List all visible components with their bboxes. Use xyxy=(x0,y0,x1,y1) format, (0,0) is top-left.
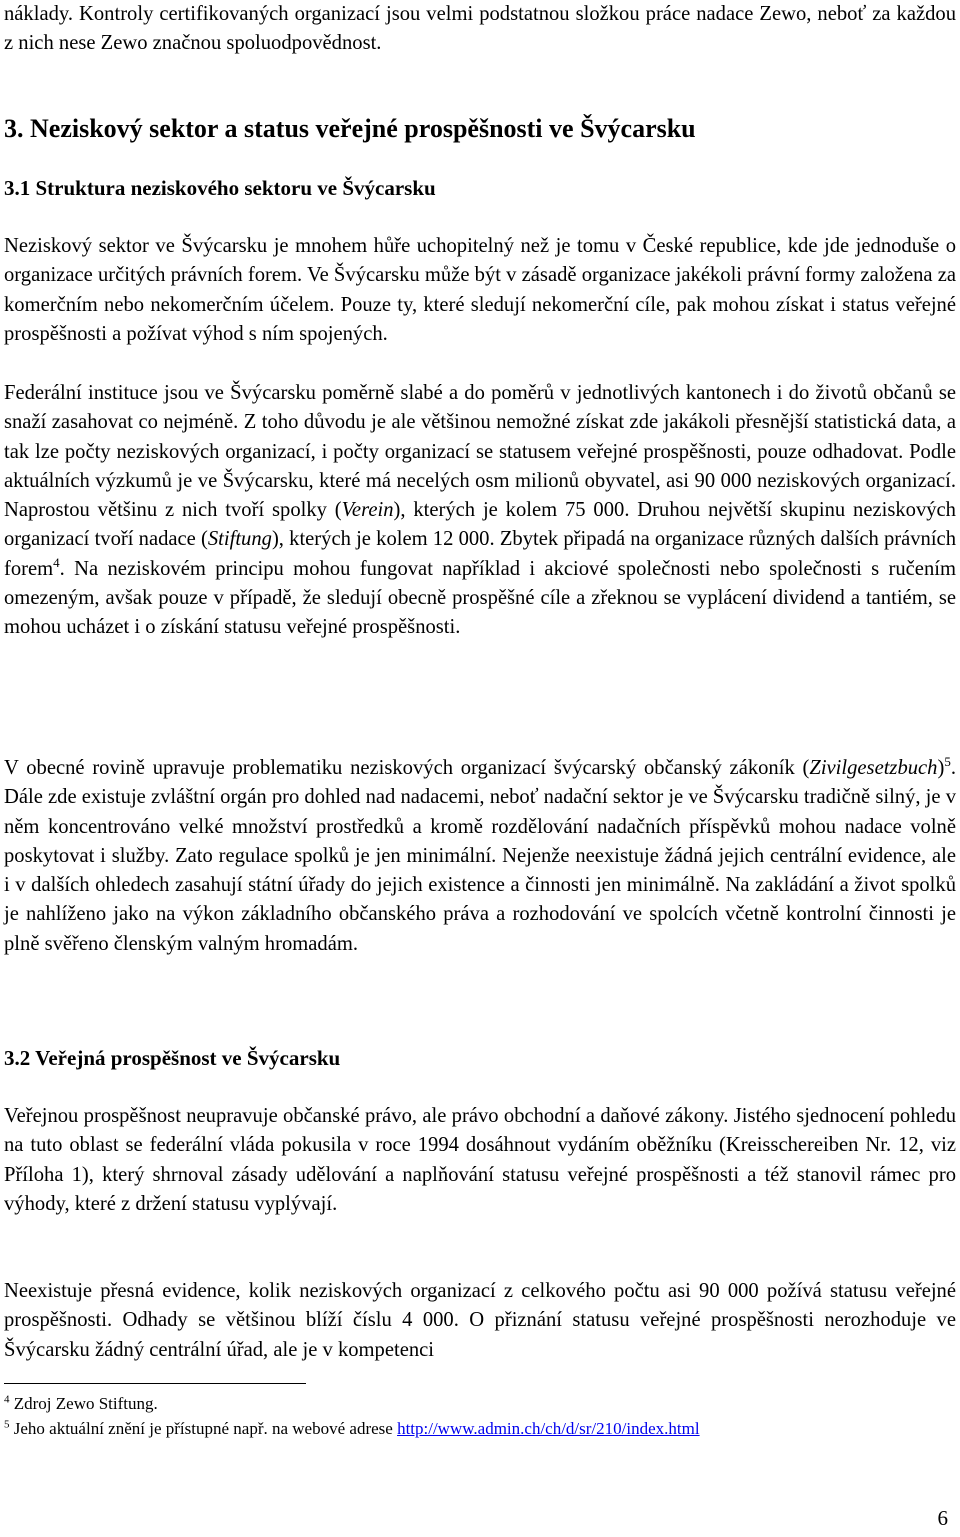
intro-paragraph: náklady. Kontroly certifikovaných organizací jsou velmi podstatnou složkou práce nadace Zewo, neboť za každou z nich nese Zewo značnou spoluodpovědnost. xyxy=(4,3,956,55)
section-3-2-paragraph-2: Neexistuje přesná evidence, kolik neziskových organizací z celkového počtu asi 90 000 požívá statusu veřejné prospěšnosti. Odhady se většinou blíží číslu 4 000. O přiznání statusu veřejné prospěšnosti nerozhoduje ve Švýcarsku žádný centrální úřad, ale je v kompetenci xyxy=(4,1280,956,1361)
section-3-1-paragraph-3: V obecné rovině upravuje problematiku neziskových organizací švýcarský občanský zákoník (Zivilgesetzbuch)$^5$. Dále zde existuje zvláštní orgán pro dohled nad nadacemi, neboť nadační sektor je ve Švýcarsku tradičně silný, je v něm koncentrováno velké množství prostředků a kromě rozdělování nadačních příspěvků mohou nadace volně poskytovat i služby. Zato regulace spolků je jen minimální. Nejenže neexistuje žádná jejich centrální evidence, ale i v dalších ohledech zasahují státní úřady do jejich existence a činnosti jen minimálně. Na zakládání a život spolků je nahlíženo jako na výkon základního občanského práva a rozhodování ve spolcích včetně kontrolní činnosti je plně svěřeno členským valným hromadám. xyxy=(4,754,956,955)
footnote-5-link[interactable]: http://www.admin.ch/ch/d/sr/210/index.html xyxy=(397,1419,700,1438)
footnote-divider xyxy=(4,1383,306,1384)
zivilgesetzbuch-term: Zivilgesetzbuch xyxy=(809,757,938,779)
section-3-1-paragraph-2: Federální instituce jsou ve Švýcarsku poměrně slabé a do poměrů v jednotlivých kantonech i do životů občanů se snaží zasahovat co nejméně. Z toho důvodu je ale většinou nemožné získat zde jakákoli přesnější statistická data, a tak lze počty neziskových organizací, i počty organizací se statusem veřejné prospěšnosti, pouze odhadovat. Podle aktuálních výzkumů je ve Švýcarsku, které má necelých osm milionů obyvatel, asi 90 000 neziskových organizací. Naprostou většinu z nich tvoří spolky (Verein), kterých je kolem 75 000. Druhou největší skupinu neziskových organizací tvoří nadace (Stiftung), kterých je kolem 12 000. Zbytek připadá na organizace různých dalších právních forem$^4$. Na neziskovém principu mohou fungovat například i akciové společnosti nebo společnosti s ručením omezeným, avšak pouze v případě, že sledují obecně prospěšné cíle a zřeknou se vyplácení dividend a tantiém, se mohou ucházet i o získání statusu veřejné prospěšnosti. xyxy=(4,382,956,639)
page-number: 6 xyxy=(937,1506,948,1530)
stiftung-term: Stiftung xyxy=(207,528,272,551)
footnote-ref-4: 4 xyxy=(53,554,60,570)
section-3-1-heading: 3.1 Struktura neziskového sektoru ve Švýcarsku xyxy=(4,176,436,200)
footnote-5: $^5$ Jeho aktuální znění je přístupné např. na webové adrese http://www.admin.ch/ch/d/sr/210/index.html xyxy=(4,1418,700,1438)
verein-term: Verein xyxy=(341,499,394,522)
section-3-1-paragraph-1: Neziskový sektor ve Švýcarsku je mnohem hůře uchopitelný než je tomu v České republice, kde jde jednoduše o organizace určitých právních forem. Ve Švýcarsku může být v zásadě organizace jakékoli právní formy založena za komerčním nebo nekomerčním účelem. Pouze ty, které sledují nekomerční cíle, pak mohou získat i status veřejné prospěšnosti a požívat výhod s ním spojených. xyxy=(4,235,956,345)
footnote-ref-5: 5 xyxy=(944,754,951,770)
section-3-2-heading: 3.2 Veřejná prospěšnost ve Švýcarsku xyxy=(4,1046,341,1070)
footnote-4: $^4$ Zdroj Zewo Stiftung. xyxy=(4,1393,158,1413)
section-3-heading: 3. Neziskový sektor a status veřejné prospěšnosti ve Švýcarsku xyxy=(4,114,696,143)
section-3-2-paragraph-1: Veřejnou prospěšnost neupravuje občanské právo, ale právo obchodní a daňové zákony. Jistého sjednocení pohledu na tuto oblast se federální vláda pokusila v roce 1994 dosáhnout vydáním oběžníku (Kreisschereiben Nr. 12, viz Příloha 1), který shrnoval zásady udělování a naplňování statusu veřejné prospěšnosti a též stanovil rámec pro výhody, které z držení statusu vyplývají. xyxy=(4,1105,956,1215)
